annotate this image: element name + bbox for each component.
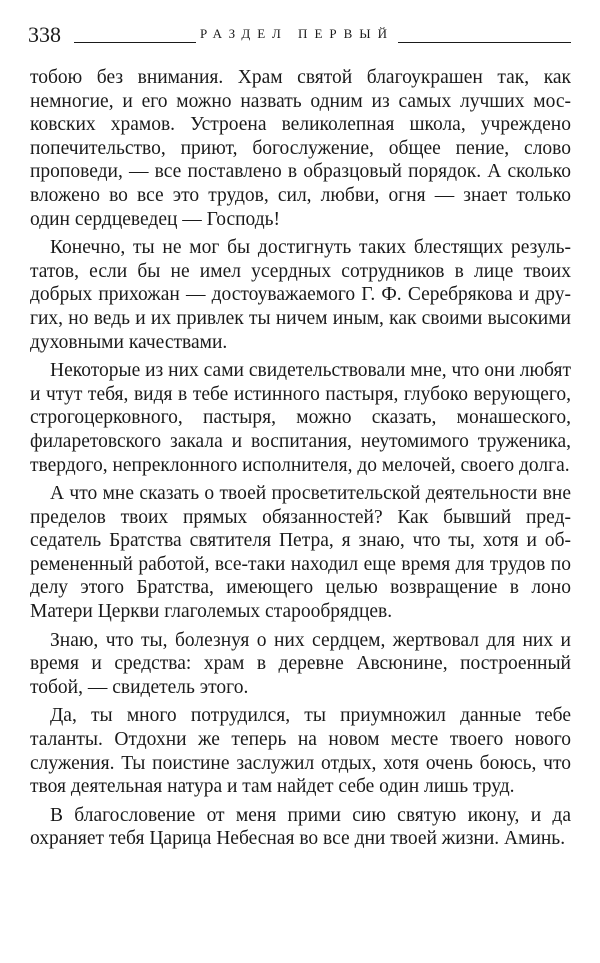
page-body <box>30 66 571 856</box>
paragraph-4: А что мне сказать о твоей просветительской деятельности вне пределов твоих прямых обязанностей? Как бывший председатель Братства святителя Петра, я знаю, что ты, хотя и обремененный работой, все-таки находил еще время для трудов по делу этого Братства, имеющего целью возвращение в лоно Матери Церкви глаголемых старообрядцев. <box>30 483 571 623</box>
paragraph-2: Конечно, ты не мог бы достигнуть таких блестящих результатов, если бы не имел усердных сотрудников в лице твоих добрых прихожан — достоуважаемого Г. Ф. Серебрякова и других, но ведь и их привлек ты ничем иным, как своими высокими духовными качествами. <box>30 237 571 353</box>
page-header <box>28 22 571 48</box>
paragraph-3: Некоторые из них сами свидетельствовали мне, что они любят и чтут тебя, видя в тебе истинного пастыря, глубоко верующего, строгоцерковного, пастыря, можно сказать, монашеского, филаретовского закала и воспитания, неутомимого труженика, твердого, непреклонного исполнителя, до мелочей, своего долга. <box>30 360 571 476</box>
running-head: РАЗДЕЛ ПЕРВЫЙ <box>196 24 398 44</box>
paragraph-1: тобою без внимания. Храм святой благоукрашен так, как немногие, и его можно назвать одним из самых лучших московских храмов. Устроена великолепная школа, учреждено попечительство, приют, богослужение, общее пение, слово проповеди, — все поставлено в образцовый порядок. А сколько вложено во все это трудов, сил, любви, огня — знает только один сердцеведец — Господь! <box>30 67 571 230</box>
paragraph-5: Знаю, что ты, болезнуя о них сердцем, жертвовал для них и время и средства: храм в деревне Авсюнине, построенный тобой, — свидетель этого. <box>30 629 571 698</box>
paragraph-7: В благословение от меня прими сию святую икону, и да охраняет тебя Царица Небесная во все дни твоей жизни. Аминь. <box>30 804 571 850</box>
paragraph-6: Да, ты много потрудился, ты приумножил данные тебе таланты. Отдохни же теперь на новом месте твоего нового служения. Ты поистине заслужил отдых, хотя очень боюсь, что твоя деятельная натура и там найдет себе один лишь труд. <box>30 705 571 798</box>
page-number: 338 <box>28 22 61 47</box>
